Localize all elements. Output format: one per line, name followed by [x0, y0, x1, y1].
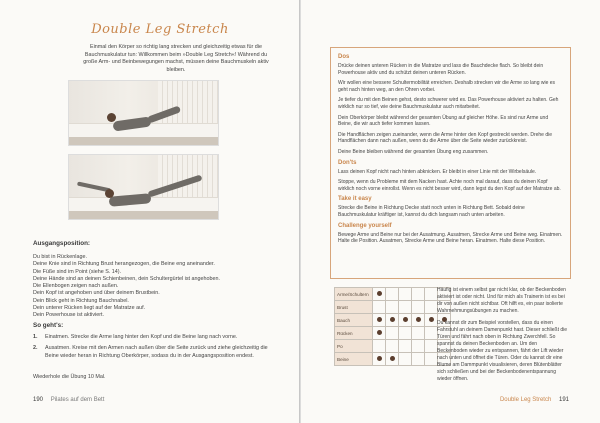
grid-row-label: Brust	[335, 301, 373, 314]
grid-cell	[425, 314, 438, 327]
grid-cell	[399, 340, 412, 353]
tips-box	[330, 47, 571, 279]
dot-marker	[390, 356, 395, 361]
list-item: Die Füße sind im Point (siehe S. 14).	[33, 268, 122, 275]
grid-cell	[412, 340, 425, 353]
step-text: Einatmen. Strecke die Arme lang hinter den Kopf und die Beine lang nach vorne.	[45, 334, 238, 340]
grid-cell	[399, 314, 412, 327]
exercise-photo-extended	[68, 154, 219, 220]
grid-cell	[373, 327, 386, 340]
pelvic-floor-text	[437, 287, 569, 388]
list-item: Dein Blick geht in Richtung Bauchnabel.	[33, 297, 129, 304]
grid-cell	[399, 327, 412, 340]
grid-row-label: Beine	[335, 353, 373, 366]
grid-cell	[373, 340, 386, 353]
grid-cell	[425, 327, 438, 340]
tip-paragraph: Wir wollen eine bessere Schultermobilität erreichen. Deshalb strecken wir die Arme so lang wie es geht nach hinten weg, an den Ohren vorbei.	[338, 80, 556, 93]
take-it-easy-heading: Take it easy	[338, 196, 372, 203]
grid-cell	[425, 288, 438, 301]
step-item	[33, 345, 279, 360]
page-title: Double Leg Stretch	[91, 22, 229, 37]
grid-row	[335, 340, 451, 353]
start-position-list	[33, 254, 273, 320]
tip-paragraph: Bewege Arme und Beine nur bei der Ausatmung. Ausatmen, Strecke Arme und Beine weg. Einatmen. Halte die Position. Ausatmen, Strecke Arme und Beine heran. Einatmen. Halte diese Position.	[338, 231, 563, 245]
donts-heading: Don'ts	[338, 159, 357, 166]
page-number: 191	[558, 397, 569, 403]
dot-marker	[377, 291, 382, 296]
left-page	[0, 0, 299, 423]
grid-cell	[373, 314, 386, 327]
exercise-photo-tucked	[68, 80, 219, 146]
steps-list	[33, 334, 279, 364]
list-item: Die Ellenbogen zeigen nach außen.	[33, 283, 119, 290]
grid-cell	[425, 340, 438, 353]
step-number: 2.	[33, 345, 38, 352]
grid-cell	[412, 327, 425, 340]
tip-paragraph: Stoppe, wenn du Probleme mit dem Nacken hast. Achte noch mal darauf, dass du deinen Kopf wirklich noch vorne einrollst. Wenn es nicht besser wird, dann legst du den Kopf auf der Matratze ab.	[338, 179, 561, 192]
grid-cell	[399, 288, 412, 301]
tip-paragraph: Je tiefer du mit den Beinen gehst, desto schwerer wird es. Das Powerhouse aktiviert zu halten. Geh wirklich nur so tief, wie deine Bauchmuskulatur auch mitarbeitet.	[338, 97, 559, 110]
muscle-focus-grid	[334, 287, 451, 366]
grid-row	[335, 288, 451, 301]
intro-text: Einmal den Körper so richtig lang strecken und gleichzeitig etwas für die Bauchmuskulatur tun: Willkommen beim »Double Leg Stretch«! Während du große Arm- und Beinbewegungen machst, müssen deine Bauchmuskeln aktiv bleiben.	[83, 44, 269, 73]
dot-marker	[377, 356, 382, 361]
grid-row-label: Po	[335, 340, 373, 353]
tip-paragraph: Die Handflächen zeigen zueinander, wenn die Arme hinter den Kopf gestreckt werden. Drehe die Handflächen dann nach außen, wenn du die Arme über die Seite wieder zurückkreist.	[338, 131, 553, 145]
start-position-heading: Ausgangsposition:	[33, 240, 91, 247]
list-item: Deine Knie sind in Richtung Brust herangezogen, die Beine eng aneinander.	[33, 261, 215, 268]
page-number: 190	[33, 397, 44, 403]
grid-cell	[412, 353, 425, 366]
dot-marker	[403, 317, 408, 322]
step-item	[33, 334, 279, 341]
tip-paragraph: Strecke die Beine in Richtung Decke statt noch unten in Richtung Bett. Sobald deine Bauchmuskulatur kräftiger ist, kannst du dich langsam nach unten arbeiten.	[338, 205, 525, 218]
grid-cell	[386, 353, 399, 366]
challenge-heading: Challenge yourself	[338, 222, 392, 229]
grid-row	[335, 314, 451, 327]
grid-cell	[386, 288, 399, 301]
grid-cell	[412, 301, 425, 314]
dot-marker	[416, 317, 421, 322]
grid-row	[335, 327, 451, 340]
grid-cell	[373, 301, 386, 314]
grid-row-label: Rücken	[335, 327, 373, 340]
footer-right	[500, 397, 569, 403]
grid-cell	[386, 314, 399, 327]
grid-cell	[425, 353, 438, 366]
tip-paragraph: Dein Oberkörper bleibt während der gesamten Übung auf gleicher Höhe. Es sind nur Arme und Beine, die wir auch tiefer kommen lassen.	[338, 114, 549, 128]
grid-cell	[386, 340, 399, 353]
list-item: Dein Powerhouse ist aktiviert.	[33, 312, 105, 319]
list-item: Du bist in Rückenlage.	[33, 254, 87, 260]
grid-row	[335, 301, 451, 314]
grid-cell	[386, 327, 399, 340]
running-title: Pilates auf dem Bett	[50, 397, 105, 403]
right-page	[301, 0, 600, 423]
grid-row-label: Arme/Schultern	[335, 288, 373, 301]
running-title: Double Leg Stretch	[499, 397, 552, 403]
step-text: Ausatmen. Kreise mit den Armen nach außen über die Seite zurück und ziehe gleichzeitig die Beine wieder heran in Richtung Oberkörper, sodass du in der Ausgangsposition endest.	[45, 345, 268, 359]
grid-cell	[386, 301, 399, 314]
grid-cell	[399, 301, 412, 314]
paragraph: Häufig ist einem selbst gar nicht klar, ob der Beckenboden aktiviert ist oder nicht. Und für mich als Trainerin ist es bei dir von außen nicht sichtbar. Oft hilft es, ein paar isolierte Wahrnehmungsübungen zu machen.	[437, 287, 566, 314]
grid-cell	[399, 353, 412, 366]
dos-heading: Dos	[338, 54, 350, 60]
dot-marker	[377, 330, 382, 335]
dot-marker	[429, 317, 434, 322]
grid-cell	[412, 288, 425, 301]
grid-cell	[373, 288, 386, 301]
step-number: 1.	[33, 334, 38, 340]
list-item: Deine Hände sind an deinen Schienbeinen, dein Schultergürtel ist angehoben.	[33, 275, 221, 282]
tip-paragraph: Drücke deinen unteren Rücken in die Matratze und lass die Bauchdecke flach. So bleibt dein Powerhouse aktiv und du schützt deinen unteren Rücken.	[338, 63, 544, 76]
repeat-note: Wiederhole die Übung 10 Mal.	[33, 374, 106, 380]
tip-paragraph: Lass deinen Kopf nicht nach hinten abknicken. Er bleibt in einer Linie mit der Wirbelsäule.	[338, 168, 537, 175]
grid-cell	[373, 353, 386, 366]
list-item: Dein Kopf ist angehoben und über deinem Brustbein.	[33, 290, 160, 297]
grid-row	[335, 353, 451, 366]
footer-left	[33, 397, 104, 403]
tip-paragraph: Deine Beine bleiben während der gesamten Übung eng zusammen.	[338, 148, 489, 155]
grid-cell	[425, 301, 438, 314]
steps-heading: So geht's:	[33, 322, 64, 329]
dot-marker	[390, 317, 395, 322]
paragraph: Du kannst dir zum Beispiel vorstellen, dass du einen Fahrstuhl an deinem Damenpunkt hast. Dieser schließt die Türen und fährt nach oben in Richtung Zwerchfell. So spannst du deinen Beckenboden an. Um den Beckenboden wieder zu entspannen, fährt der Lift wieder nach unten und öffnet die Türen. Oder du kannst dir eine Blume am Dammpunkt visualisieren, deren Blütenblätter sich schließen und bei der Beckenbodenentspannung wieder öffnen.	[437, 320, 568, 382]
list-item: Dein unterer Rücken liegt auf der Matratze auf.	[33, 305, 146, 312]
grid-row-label: Bauch	[335, 314, 373, 327]
grid-cell	[412, 314, 425, 327]
dot-marker	[377, 317, 382, 322]
